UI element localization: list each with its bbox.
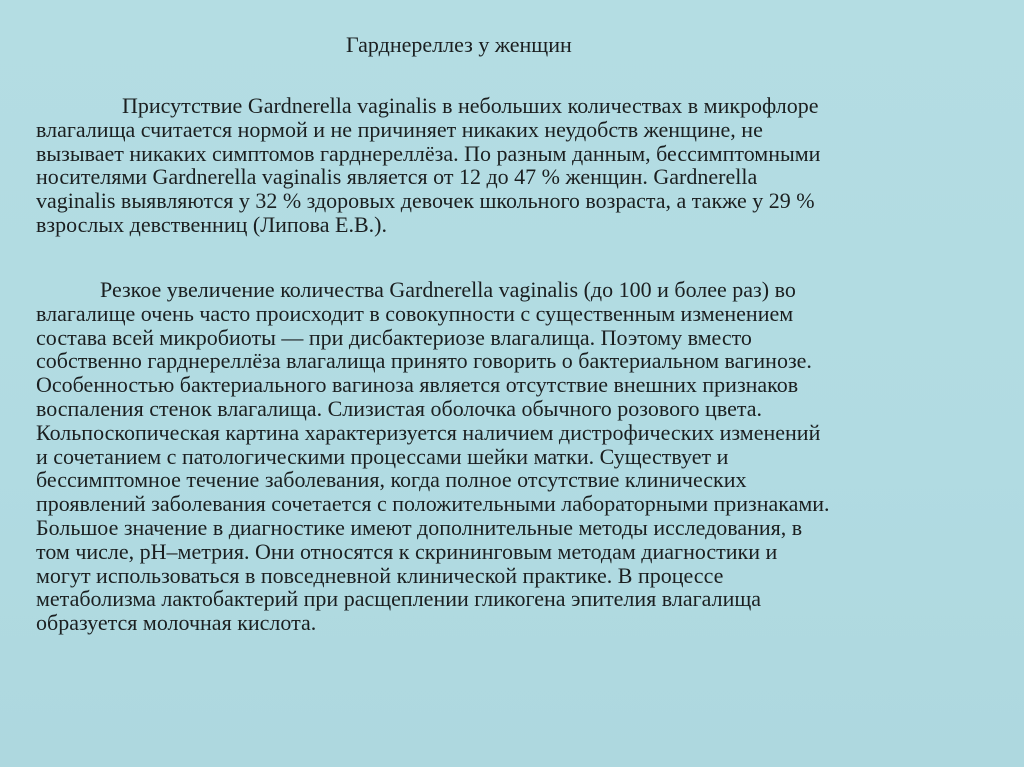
text-line: Присутствие Gardnerella vaginalis в небольших количествах в микрофлоре (122, 93, 819, 118)
text-line: проявлений заболевания сочетается с положительными лабораторными признаками. (36, 491, 830, 517)
text-line: взрослых девственниц (Липова Е.В.). (36, 211, 387, 237)
paragraph-increase (36, 278, 988, 635)
text-line: Резкое увеличение количества Gardnerella vaginalis (до 100 и более раз) во (100, 277, 796, 302)
text-line: том числе, рН–метрия. Они относятся к скрининговым методам диагностики и (36, 538, 778, 564)
text-line: влагалища считается нормой и не причиняет никаких неудобств женщине, не (36, 116, 763, 142)
text-line: vaginalis выявляются у 32 % здоровых девочек школьного возраста, а также у 29 % (36, 188, 815, 214)
paragraph-presence (36, 94, 988, 237)
text-line: и сочетанием с патологическими процессами шейки матки. Существует и (36, 443, 729, 469)
text-line: метаболизма лактобактерий при расщеплении гликогена эпителия влагалища (36, 586, 762, 612)
text-line: носителями Gardnerella vaginalis является от 12 до 47 % женщин. Gardnerella (36, 164, 758, 190)
text-line: Особенностью бактериального вагиноза является отсутствие внешних признаков (36, 372, 799, 398)
text-line: образуется молочная кислота. (36, 610, 317, 636)
text-line: вызывает никаких симптомов гарднереллёза. По разным данным, бессимптомными (36, 140, 821, 166)
text-line: собственно гарднереллёза влагалища принято говорить о бактериальном вагинозе. (36, 348, 812, 374)
slide-title: Гарднереллез у женщин (346, 32, 572, 57)
text-line: влагалище очень часто происходит в совокупности с существенным изменением (36, 300, 794, 326)
text-line: Большое значение в диагностике имеют дополнительные методы исследования, в (36, 514, 803, 540)
text-line: Кольпоскопическая картина характеризуется наличием дистрофических изменений (36, 419, 821, 445)
text-line: могут использоваться в повседневной клинической практике. В процессе (36, 562, 724, 588)
text-line: бессимптомное течение заболевания, когда полное отсутствие клинических (36, 467, 747, 493)
text-line: состава всей микробиоты — при дисбактериозе влагалища. Поэтому вместо (36, 324, 752, 350)
text-line: воспаления стенок влагалища. Слизистая оболочка обычного розового цвета. (36, 395, 762, 421)
